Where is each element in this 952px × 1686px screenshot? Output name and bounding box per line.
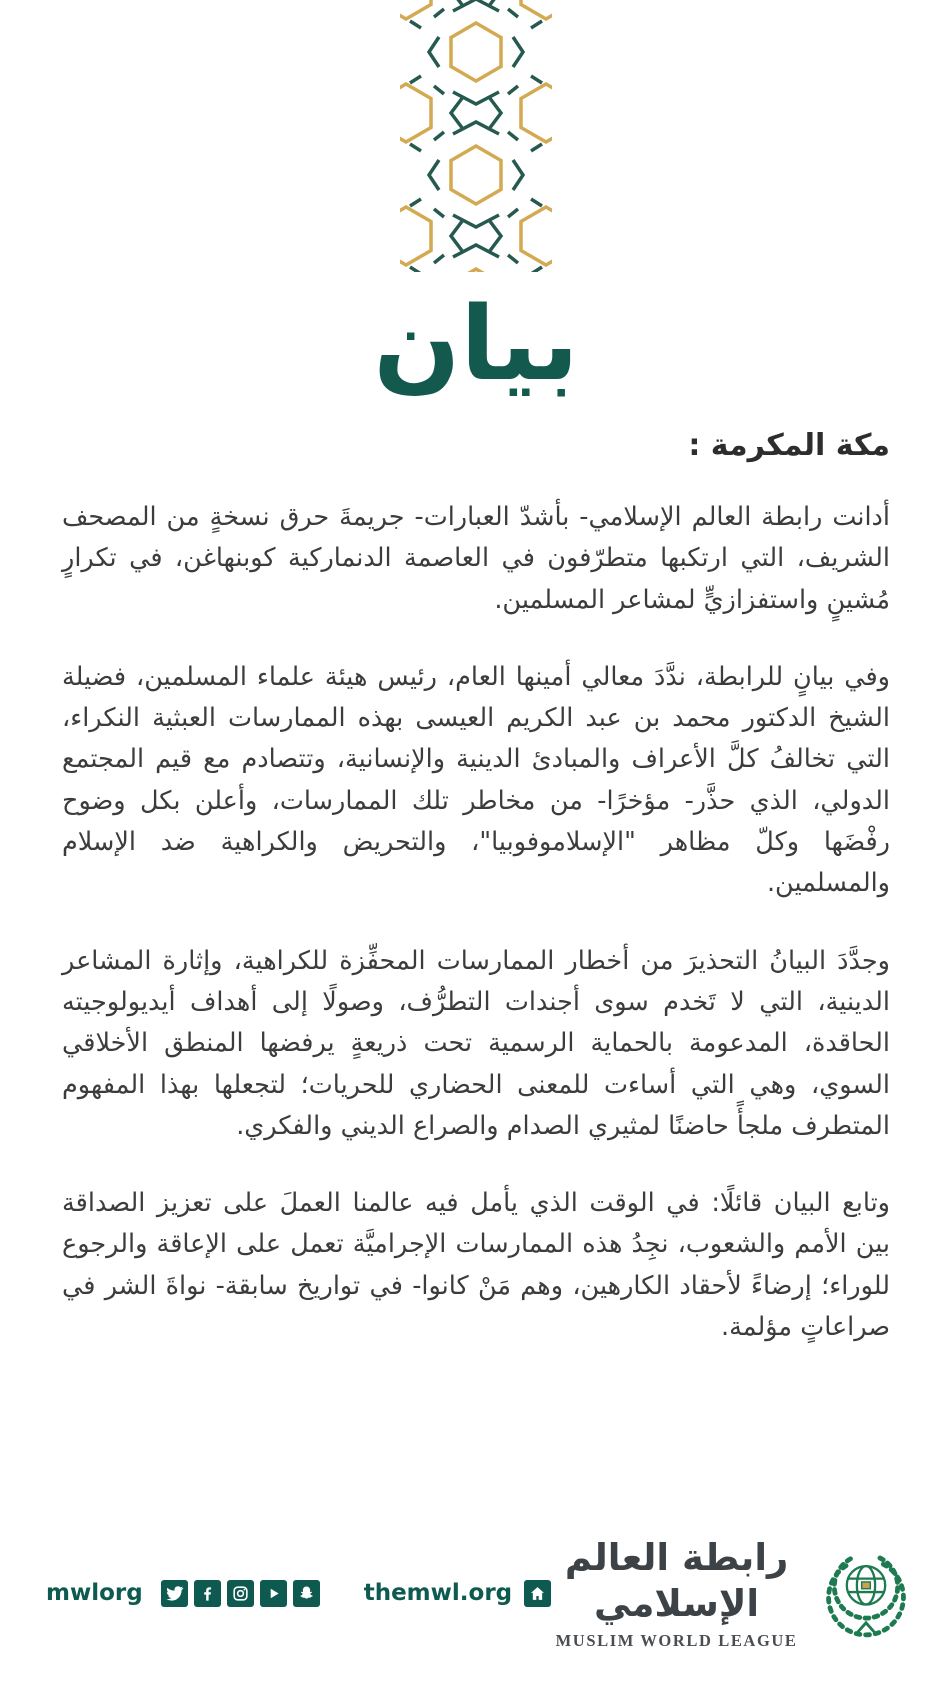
instagram-icon [227, 1580, 254, 1607]
islamic-geometric-pattern-svg [400, 0, 552, 272]
statement-body [62, 428, 890, 1384]
statement-paragraph: وفي بيانٍ للرابطة، ندَّدَ معالي أمينها العام، رئيس هيئة علماء المسلمين، فضيلة الشيخ الدكتور محمد بن عبد الكريم العيسى بهذه الممارسات العبثية النكراء، التي تخالفُ كلَّ الأعراف والمبادئ الدينية والإنسانية، وتتصادم مع قيم المجتمع الدولي، الذي حذَّر- مؤخرًا- من مخاطر تلك الممارسات، وأعلن بكل وضوح رفْضَها وكلّ مظاهر "الإسلاموفوبيا"، والتحريض والكراهية ضد الإسلام والمسلمين. [62, 661, 890, 899]
logo-english-name: MUSLIM WORLD LEAGUE [555, 1631, 798, 1651]
social-icon-row [161, 1580, 320, 1607]
decorative-pattern [400, 0, 552, 272]
location-heading: مكة المكرمة : [688, 428, 890, 463]
home-icon [524, 1580, 551, 1607]
statement-paragraph: أدانت رابطة العالم الإسلامي- بأشدّ العبارات- جريمةَ حرق نسخةٍ من المصحف الشريف، التي ارتكبها متطرّفون في العاصمة الدنماركية كوبنهاغن، في تكرارٍ مُشينٍ واستفزازيٍّ لمشاعر المسلمين. [62, 502, 890, 615]
statement-title: بيان [373, 285, 579, 404]
footer [46, 1528, 914, 1658]
snapchat-icon [293, 1580, 320, 1607]
youtube-icon [260, 1580, 287, 1607]
statement-paragraph: وجدَّدَ البيانُ التحذيرَ من أخطار الممارسات المحفِّزة للكراهية، وإثارة المشاعر الدينية، التي لا تَخدم سوى أجندات التطرُّف، وصولًا إلى أهداف أيديولوجيته الحاقدة، المدعومة بالحماية الرسمية تحت ذريعةٍ يرفضها المنطق الأخلاقي السوي، وهي التي أساءت للمعنى الحضاري للحريات؛ لتجعلها بهذا المفهوم المتطرف ملجأً حاضنًا لمثيري الصدام والصراع الديني والفكري. [62, 945, 890, 1141]
logo-text [551, 1535, 802, 1652]
website-url: themwl.org [363, 1580, 513, 1606]
twitter-icon [161, 1580, 188, 1607]
mwl-emblem-logo [818, 1543, 914, 1643]
logo-arabic-calligraphy: رابطة العالم الإسلامي [564, 1535, 789, 1625]
mwl-logo-block [551, 1535, 914, 1652]
facebook-icon [194, 1580, 221, 1607]
statement-paragraph: وتابع البيان قائلًا: في الوقت الذي يأمل فيه عالمنا العملَ على تعزيز الصداقة بين الأمم والشعوب، نجِدُ هذه الممارسات الإجراميَّة تعمل على الإعاقة والرجوع للوراء؛ إرضاءً لأحقاد الكارهين، وهم مَنْ كانوا- في تواريخ سابقة- نواةَ الشر في صراعاتٍ مؤلمة. [62, 1188, 890, 1343]
social-handle: mwlorg [46, 1580, 143, 1606]
footer-social-block [46, 1580, 551, 1607]
